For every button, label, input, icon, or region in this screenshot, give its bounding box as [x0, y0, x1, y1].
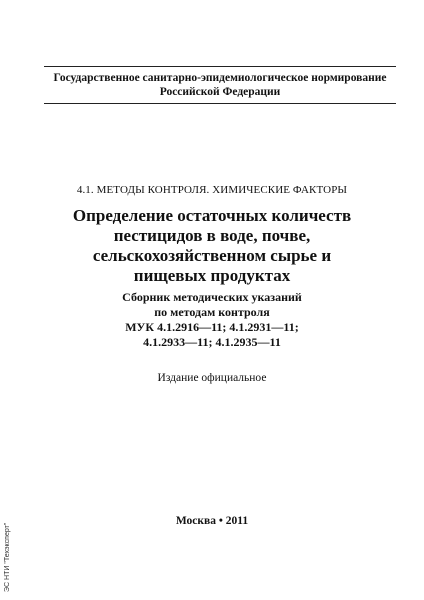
collection-line-4: 4.1.2933—11; 4.1.2935—11 [143, 335, 281, 349]
title-line-1: Определение остаточных количеств [72, 206, 352, 225]
title-line-3: сельскохозяйственном сырье и [92, 246, 332, 265]
place-and-year: Москва • 2011 [175, 515, 249, 527]
collection-line-3: МУК 4.1.2916—11; 4.1.2931—11; [125, 320, 299, 334]
vertical-source-stamp: ЭС НТИ "Техэксперт" [4, 522, 11, 592]
title-line-2: пестицидов в воде, почве, [113, 226, 311, 245]
title-line-4: пищевых продуктах [133, 266, 291, 285]
collection-line-2: по методам контроля [154, 305, 270, 319]
authority-line-2: Российской Федерации [159, 86, 281, 98]
edition-note: Издание официальное [157, 372, 267, 384]
collection-subtitle [40, 290, 384, 350]
document-title [40, 206, 384, 286]
issuing-authority-header [44, 66, 396, 104]
collection-line-1: Сборник методических указаний [122, 290, 302, 304]
authority-line-1: Государственное санитарно-эпидемиологическое нормирование [53, 72, 387, 84]
series-heading: 4.1. МЕТОДЫ КОНТРОЛЯ. ХИМИЧЕСКИЕ ФАКТОРЫ [76, 184, 348, 196]
